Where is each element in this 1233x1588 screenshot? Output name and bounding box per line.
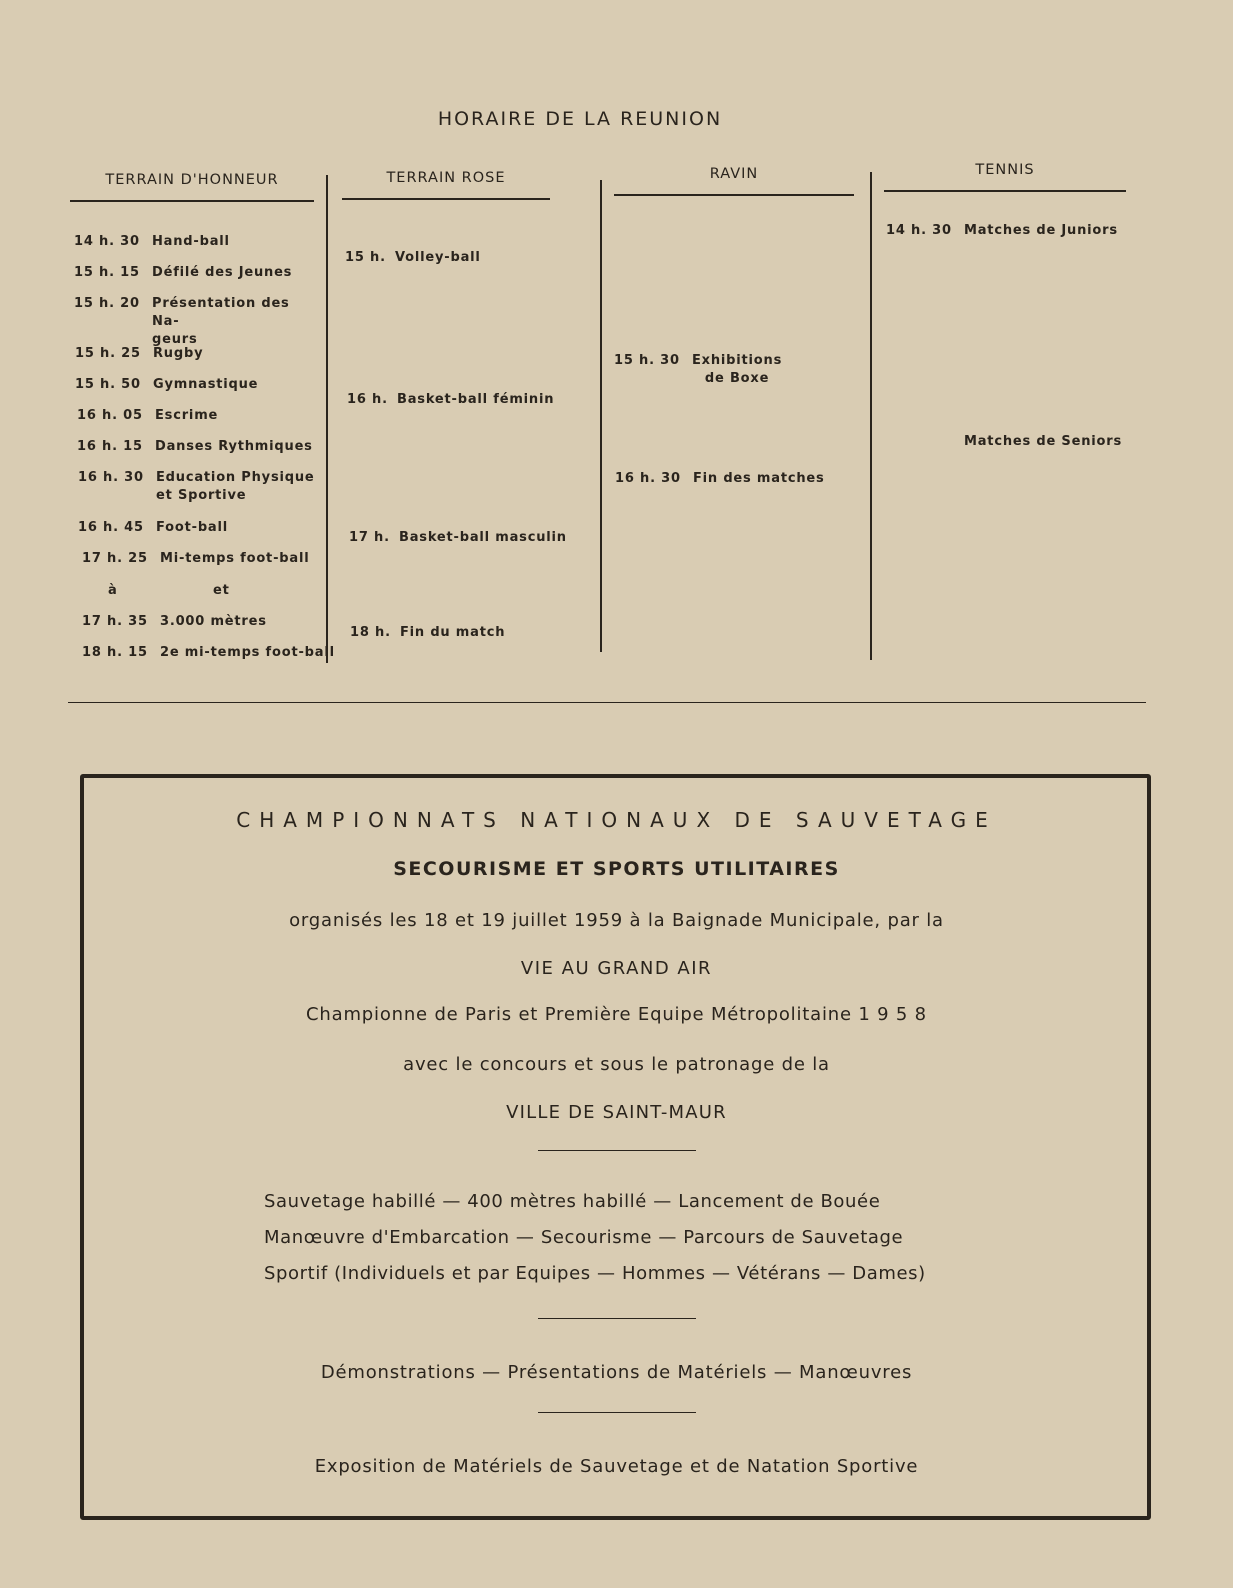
column-divider: [326, 175, 328, 663]
schedule-entry: 15 h. 25 Rugby: [75, 346, 204, 361]
announcement-line: avec le concours et sous le patronage de la: [403, 1054, 830, 1075]
announcement-subtitle: SECOURISME ET SPORTS UTILITAIRES: [393, 858, 840, 880]
schedule-entry: 15 h. 50 Gymnastique: [75, 377, 259, 392]
schedule-entry: Matches de Seniors: [964, 434, 1122, 449]
announcement-line: organisés les 18 et 19 juillet 1959 à la Baignade Municipale, par la: [289, 910, 944, 931]
schedule-entry: 14 h. 30 Matches de Juniors: [886, 223, 1118, 238]
demonstrations-line: Démonstrations — Présentations de Matériels — Manœuvres: [320, 1362, 913, 1383]
schedule-entry: 18 h. 15 2e mi-temps foot-ball: [82, 645, 335, 660]
column-header: RAVIN: [614, 166, 854, 196]
exposition-line: Exposition de Matériels de Sauvetage et de Natation Sportive: [314, 1456, 919, 1477]
events-line: Manœuvre d'Embarcation — Secourisme — Parcours de Sauvetage: [264, 1227, 904, 1248]
announcement-title: CHAMPIONNATS NATIONAUX DE SAUVETAGE: [236, 808, 997, 832]
schedule-entry: à et: [108, 583, 230, 598]
events-line: Sportif (Individuels et par Equipes — Hommes — Vétérans — Dames): [264, 1263, 926, 1284]
schedule-entry: 16 h. 45 Foot-ball: [78, 520, 229, 535]
short-rule: [538, 1150, 696, 1151]
schedule-entry: 15 h. 30 Exhibitions de Boxe: [614, 353, 783, 386]
column-divider: [600, 180, 602, 652]
column-terrain-honneur: [70, 172, 314, 202]
schedule-entry: 14 h. 30 Hand-ball: [74, 234, 230, 249]
events-list: [264, 1184, 984, 1292]
schedule-entry: 16 h. 05 Escrime: [77, 408, 219, 423]
short-rule: [538, 1318, 696, 1319]
column-header: TERRAIN D'HONNEUR: [70, 172, 314, 202]
schedule-entry: 15 h. Volley-ball: [345, 250, 481, 265]
announcement-line: Championne de Paris et Première Equipe Métropolitaine 1 9 5 8: [306, 1004, 927, 1025]
column-tennis: [884, 162, 1126, 192]
page-title: HORAIRE DE LA REUNION: [437, 108, 723, 130]
schedule-entry: 16 h. 30 Education Physique et Sportive: [78, 470, 315, 503]
schedule-entry: 16 h. 15 Danses Rythmiques: [77, 439, 313, 454]
city-name: VILLE DE SAINT-MAUR: [506, 1102, 727, 1123]
schedule-entry: 15 h. 15 Défilé des Jeunes: [74, 265, 293, 280]
schedule-entry: 16 h. 30 Fin des matches: [615, 471, 825, 486]
events-line: Sauvetage habillé — 400 mètres habillé — Lancement de Bouée: [264, 1191, 881, 1212]
organizer-name: VIE AU GRAND AIR: [520, 958, 713, 979]
column-terrain-rose: [342, 170, 550, 200]
column-header: TENNIS: [884, 162, 1126, 192]
short-rule: [538, 1412, 696, 1413]
schedule-entry: 16 h. Basket-ball féminin: [347, 392, 555, 407]
schedule-entry: 15 h. 20 Présentation des Na- geurs: [74, 296, 290, 347]
column-header: TERRAIN ROSE: [342, 170, 550, 200]
schedule-entry: 17 h. 25 Mi-temps foot-ball: [82, 551, 310, 566]
schedule-entry: 17 h. Basket-ball masculin: [349, 530, 567, 545]
column-divider: [870, 172, 872, 660]
announcement-frame: [80, 774, 1151, 1520]
column-ravin: [614, 166, 854, 196]
schedule-entry: 17 h. 35 3.000 mètres: [82, 614, 267, 629]
schedule-entry: 18 h. Fin du match: [350, 625, 506, 640]
section-divider: [68, 702, 1146, 703]
